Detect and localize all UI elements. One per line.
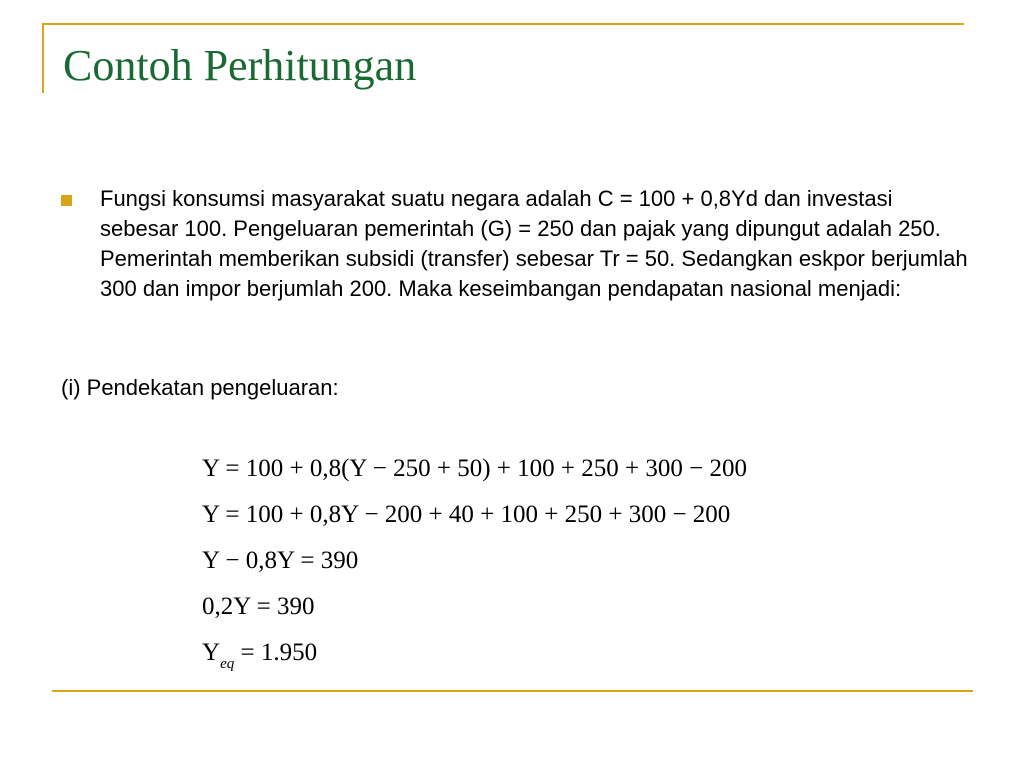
bottom-divider bbox=[52, 690, 973, 692]
equation-block bbox=[202, 454, 747, 684]
equilibrium-variable: Y bbox=[202, 639, 221, 666]
slide-title: Contoh Perhitungan bbox=[63, 41, 417, 90]
equation-line-3: Y − 0,8Y = 390 bbox=[202, 547, 359, 574]
problem-statement: Fungsi konsumsi masyarakat suatu negara adalah C = 100 + 0,8Yd dan investasi sebesar 100. Pengeluaran pemerintah (G) = 250 dan pajak yang dipungut adalah 250. Pemerintah memberikan subsidi (transfer) sebesar Tr = 50. Sedangkan eskpor berjumlah 300 dan impor berjumlah 200. Maka keseimbangan pendapatan nasional menjadi: bbox=[100, 186, 968, 301]
equilibrium-subscript: eq bbox=[220, 656, 235, 672]
top-divider bbox=[42, 23, 964, 25]
equation-line-1: Y = 100 + 0,8(Y − 250 + 50) + 100 + 250 + 300 − 200 bbox=[202, 455, 747, 482]
equation-line-2: Y = 100 + 0,8Y − 200 + 40 + 100 + 250 + 300 − 200 bbox=[202, 501, 731, 528]
equation-line-4: 0,2Y = 390 bbox=[202, 593, 315, 620]
bullet-square-icon bbox=[61, 195, 72, 206]
equilibrium-value: = 1.950 bbox=[234, 639, 318, 666]
method-subheading: (i) Pendekatan pengeluaran: bbox=[61, 375, 339, 400]
left-divider bbox=[42, 23, 44, 93]
equation-line-5 bbox=[202, 638, 747, 684]
